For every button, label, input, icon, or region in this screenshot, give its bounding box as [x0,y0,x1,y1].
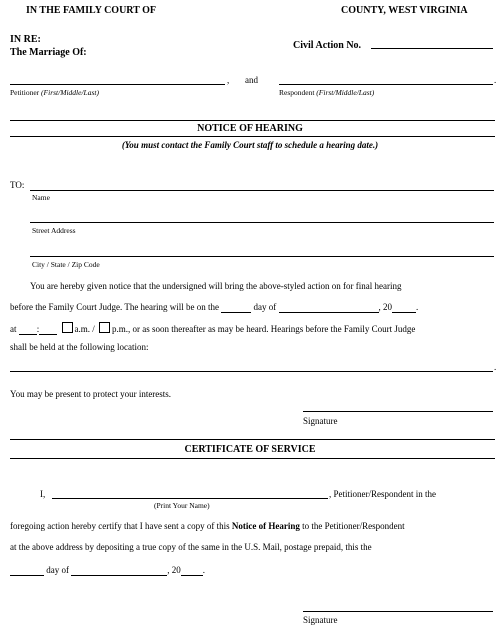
certificate-line-3: at the above address by depositing a true copy of the same in the U.S. Mail, postage prepaid, this the [10,542,372,552]
to-label: TO: [10,180,25,190]
service-date-period: . [202,565,205,575]
notice-paragraph-line-4: shall be held at the following location: [10,342,149,352]
notice-paragraph-line-2 [10,302,418,313]
respondent-hint: (First/Middle/Last) [316,88,375,97]
certifier-name-field[interactable] [52,498,328,499]
in-re-label: IN RE: [10,34,41,45]
service-month-field[interactable] [71,565,167,576]
notice-signature-label: Signature [303,416,338,426]
certify-text-a: foregoing action hereby certify that I have sent a copy of this [10,521,230,531]
am-checkbox[interactable] [62,322,73,333]
notice-signature-field[interactable] [303,411,493,412]
service-year-prefix: , 20 [167,565,181,575]
notice-top-rule [10,120,495,121]
notice-paragraph-line-1: You are hereby given notice that the undersigned will bring the above-styled action on for final hearing [30,281,402,291]
certify-text-b: to the Petitioner/Respondent [302,521,405,531]
notice-of-hearing-emphasis: Notice of Hearing [231,521,300,531]
hearing-location-field[interactable] [10,371,493,372]
certificate-line-2 [10,521,405,531]
notice-title: NOTICE OF HEARING [197,123,303,134]
certificate-title: CERTIFICATE OF SERVICE [184,444,316,455]
at-label: at [10,324,17,334]
street-caption: Street Address [32,226,76,235]
certificate-signature-field[interactable] [303,611,493,612]
petitioner-comma: , [227,75,230,85]
day-of-label: day of [253,302,277,312]
pm-checkbox[interactable] [99,322,110,333]
pm-label: p.m., or as soon thereafter as may be heard. Hearings before the Family Court Judge [112,324,416,334]
location-period: . [494,362,497,372]
time-colon: : [36,324,40,334]
certify-i-label: I, [40,489,46,499]
print-name-hint: (Print Your Name) [154,501,210,510]
name-caption: Name [32,193,50,202]
city-caption: City / State / Zip Code [32,260,100,269]
service-day-field[interactable] [10,565,44,576]
petitioner-hint: (First/Middle/Last) [41,88,99,97]
hearing-year-field[interactable] [392,302,419,313]
service-day-of-label: day of [46,565,69,575]
court-title-left: IN THE FAMILY COURT OF [26,5,157,16]
notice-title-rule [10,136,495,137]
court-title-right: COUNTY, WEST VIRGINIA [341,5,468,16]
respondent-period: . [494,75,497,85]
certificate-top-rule [10,439,495,440]
hearing-date-intro: before the Family Court Judge. The hearing will be on the [10,302,220,312]
hearing-month-field[interactable] [279,302,379,313]
certificate-title-rule [10,458,495,459]
respondent-caption [279,88,374,97]
respondent-label: Respondent [279,88,315,97]
notice-subtitle: (You must contact the Family Court staff to schedule a hearing date.) [121,140,379,150]
city-state-zip-field[interactable] [30,256,494,257]
year-prefix: , 20 [378,302,393,312]
certificate-line-4 [10,565,205,576]
recipient-name-field[interactable] [30,190,494,191]
street-address-field[interactable] [30,222,494,223]
hearing-day-field[interactable] [221,302,251,313]
respondent-name-field[interactable] [279,84,493,85]
service-year-field[interactable] [181,565,203,576]
hearing-hour-field[interactable] [19,324,37,335]
petitioner-name-field[interactable] [10,84,225,85]
certificate-signature-label: Signature [303,615,338,625]
certifier-role-text: , Petitioner/Respondent in the [329,489,436,499]
notice-paragraph-line-3 [10,322,415,335]
and-label: and [245,75,258,85]
marriage-of-label: The Marriage Of: [10,47,87,58]
petitioner-caption [10,88,99,97]
petitioner-label: Petitioner [10,88,40,97]
date-period: . [416,302,419,312]
hearing-minute-field[interactable] [36,324,57,335]
present-notice-text: You may be present to protect your interests. [10,389,172,399]
am-label: a.m. / [74,324,95,334]
civil-action-number-field[interactable] [371,48,493,49]
civil-action-label: Civil Action No. [293,40,362,51]
